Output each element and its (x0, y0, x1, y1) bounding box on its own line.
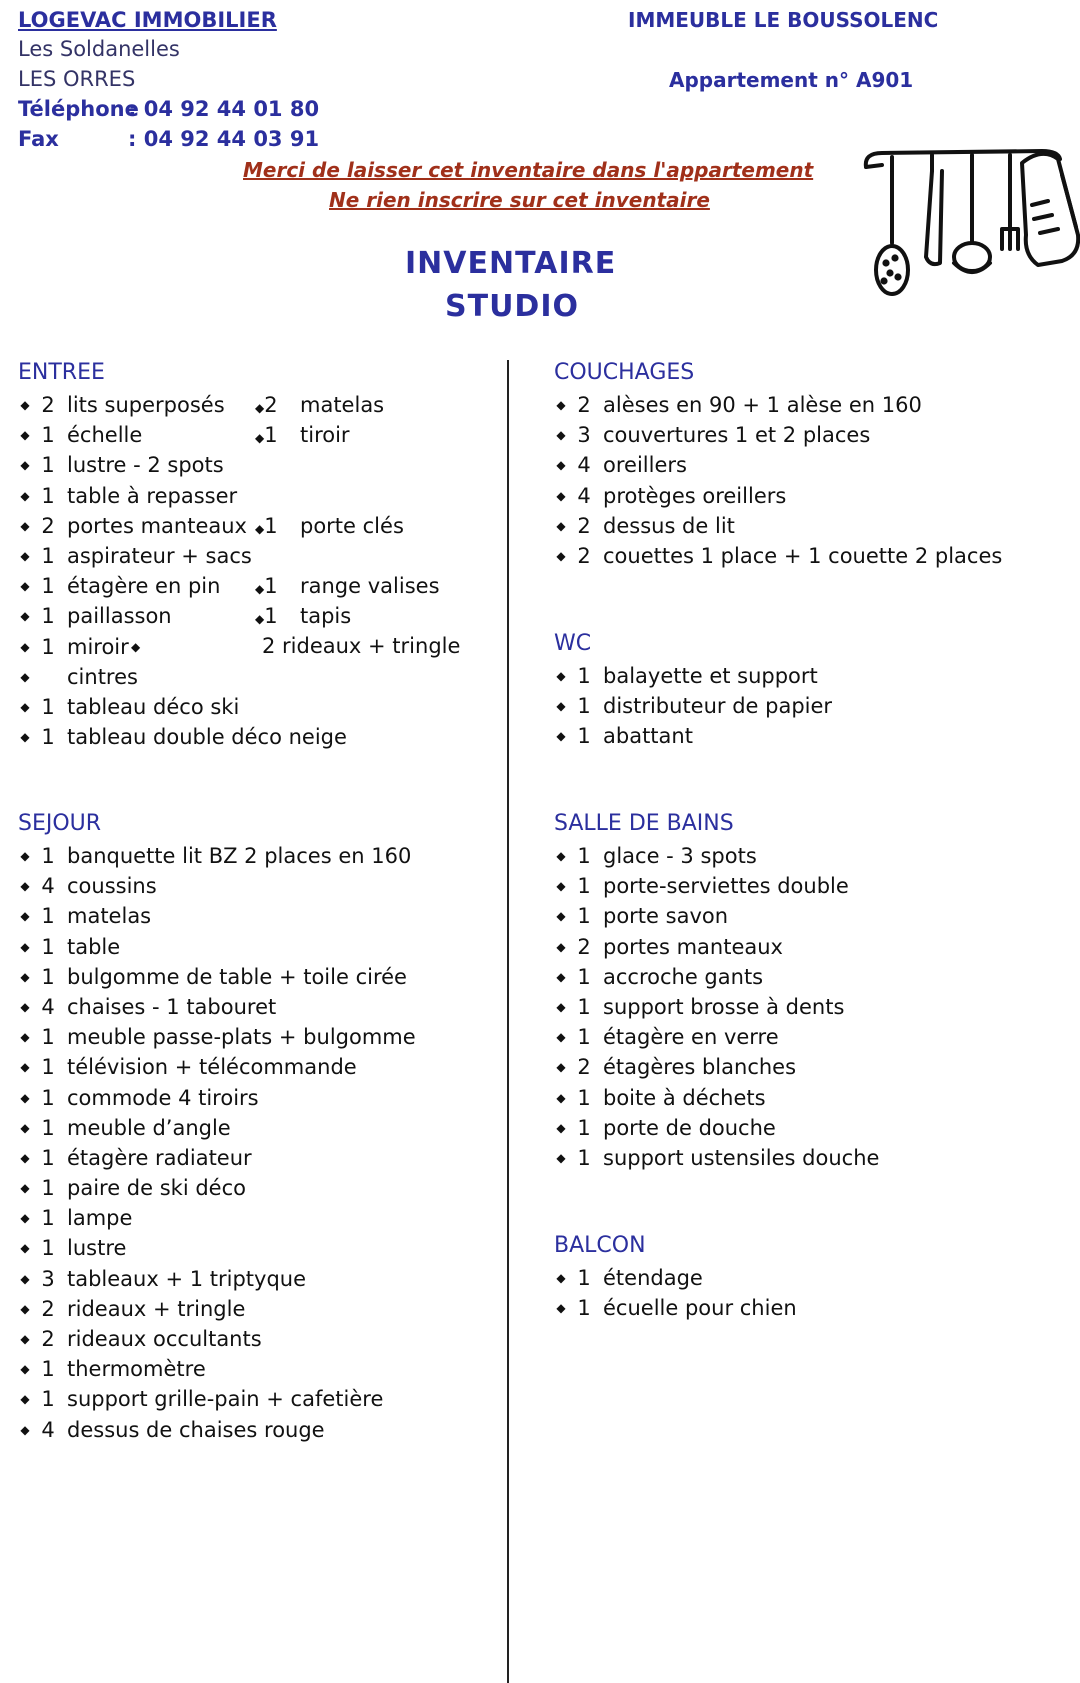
section-title-salle-de-bains: SALLE DE BAINS (554, 811, 734, 836)
list-item: ◆1 porte clés (255, 514, 404, 538)
fax-label: Fax (18, 127, 59, 151)
agency-name: LOGEVAC IMMOBILIER (18, 8, 277, 32)
list-item: ◆1 tiroir (255, 423, 350, 447)
section-title-entree: ENTREE (18, 360, 105, 385)
section-title-couchages: COUCHAGES (554, 360, 695, 385)
notice-line-2: Ne rien inscrire sur cet inventaire (329, 188, 710, 212)
fax-number: : 04 92 44 03 91 (128, 127, 320, 151)
page-title: INVENTAIRE (405, 246, 617, 281)
phone-label: Téléphone (18, 97, 139, 121)
list-item: ◆1 tapis (255, 604, 352, 628)
phone-number: : 04 92 44 01 80 (128, 97, 320, 121)
apartment-number: Appartement n° A901 (669, 68, 914, 92)
agency-address-2: LES ORRES (18, 67, 136, 91)
section-title-balcon: BALCON (554, 1233, 646, 1258)
section-title-sejour: SEJOUR (18, 811, 102, 836)
kitchen-utensils-icon (862, 145, 1080, 297)
building-name: IMMEUBLE LE BOUSSOLENC (628, 8, 939, 32)
page-subtitle: STUDIO (445, 289, 579, 324)
list-item: ◆2 matelas (255, 393, 385, 417)
section-title-wc: WC (554, 631, 592, 656)
notice-line-1: Merci de laisser cet inventaire dans l'appartement (243, 158, 814, 182)
column-divider (507, 360, 509, 1683)
list-item: ◆1 range valises (255, 574, 440, 598)
agency-address-1: Les Soldanelles (18, 37, 180, 61)
list-item: 2 rideaux + tringle (262, 634, 461, 658)
